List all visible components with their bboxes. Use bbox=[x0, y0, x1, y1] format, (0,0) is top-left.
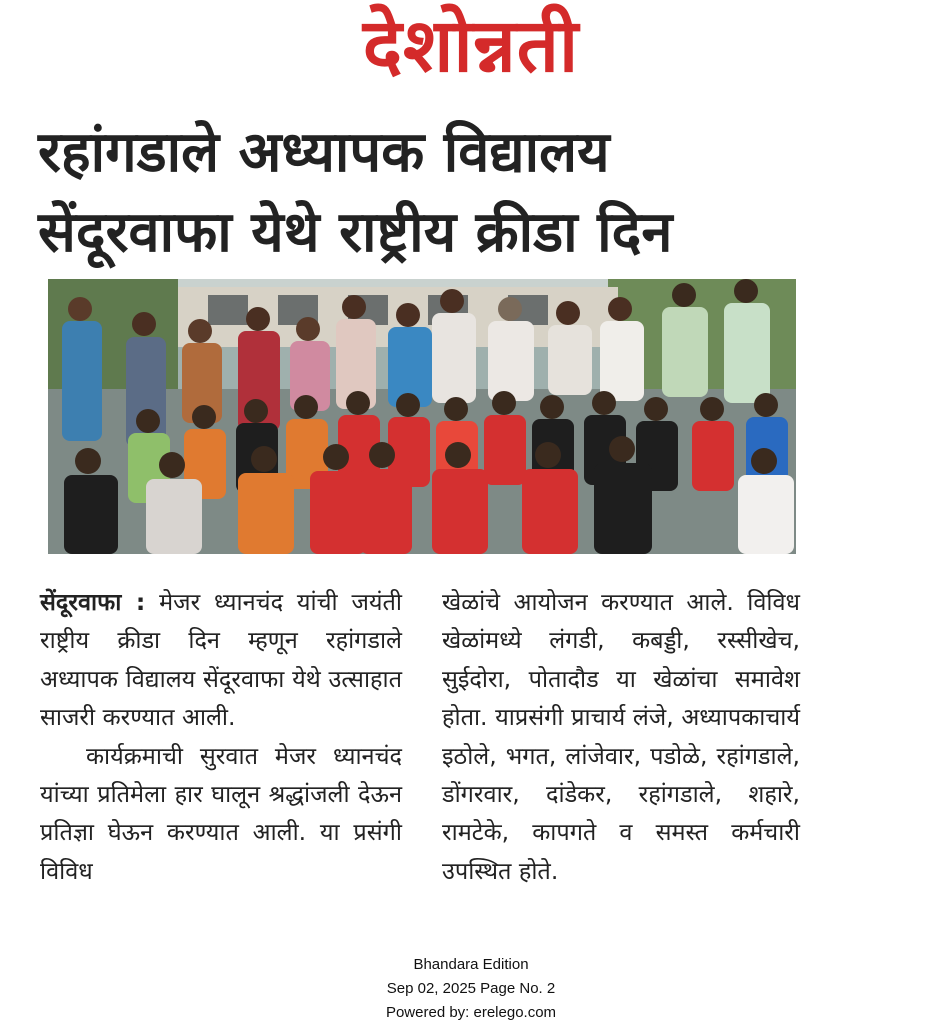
footer-date-page: Sep 02, 2025 Page No. 2 bbox=[386, 980, 556, 997]
group-photo-icon bbox=[48, 279, 796, 554]
article-paragraph-1: मेजर ध्यानचंद यांची जयंती राष्ट्रीय क्रीडा दिन म्हणून रहांगडाले अध्यापक विद्यालय सेंदूरवाफा येथे उत्साहात साजरी करण्यात आली. bbox=[40, 588, 402, 732]
masthead-title: देशोन्नती bbox=[362, 3, 580, 89]
article-paragraph-2: कार्यक्रमाची सुरवात मेजर ध्यानचंद यांच्या प्रतिमेला हार घालून श्रद्धांजली देऊन प्रतिज्ञा घेऊन करण्यात आली. या प्रसंगी विविध bbox=[40, 741, 402, 885]
headline-line-1: रहांगडाले अध्यापक विद्यालय bbox=[38, 120, 610, 185]
article-column-right bbox=[442, 583, 800, 890]
newspaper-masthead bbox=[0, 2, 942, 90]
footer-edition: Bhandara Edition bbox=[413, 956, 529, 973]
article-paragraph-3: खेळांचे आयोजन करण्यात आले. विविध खेळांमध्ये लंगडी, कबड्डी, रस्सीखेच, सुईदोरा, पोतादौड या खेळांचा समावेश होता. याप्रसंगी प्राचार्य लंजे, अध्यापकाचार्य इठोले, भगत, लांजेवार, पडोळे, रहांगडाले, डोंगरवार, दांडेकर, रहांगडाले, शहारे, रामटेके, कापगते व समस्त कर्मचारी उपस्थित होते. bbox=[442, 588, 800, 885]
article-column-left bbox=[40, 583, 402, 890]
footer-powered-by: Powered by: erelego.com bbox=[385, 1004, 557, 1021]
headline-line-2: सेंदूरवाफा येथे राष्ट्रीय क्रीडा दिन bbox=[38, 200, 673, 265]
article-dateline: सेंदूरवाफा : bbox=[40, 588, 146, 616]
group-photo bbox=[48, 279, 796, 554]
